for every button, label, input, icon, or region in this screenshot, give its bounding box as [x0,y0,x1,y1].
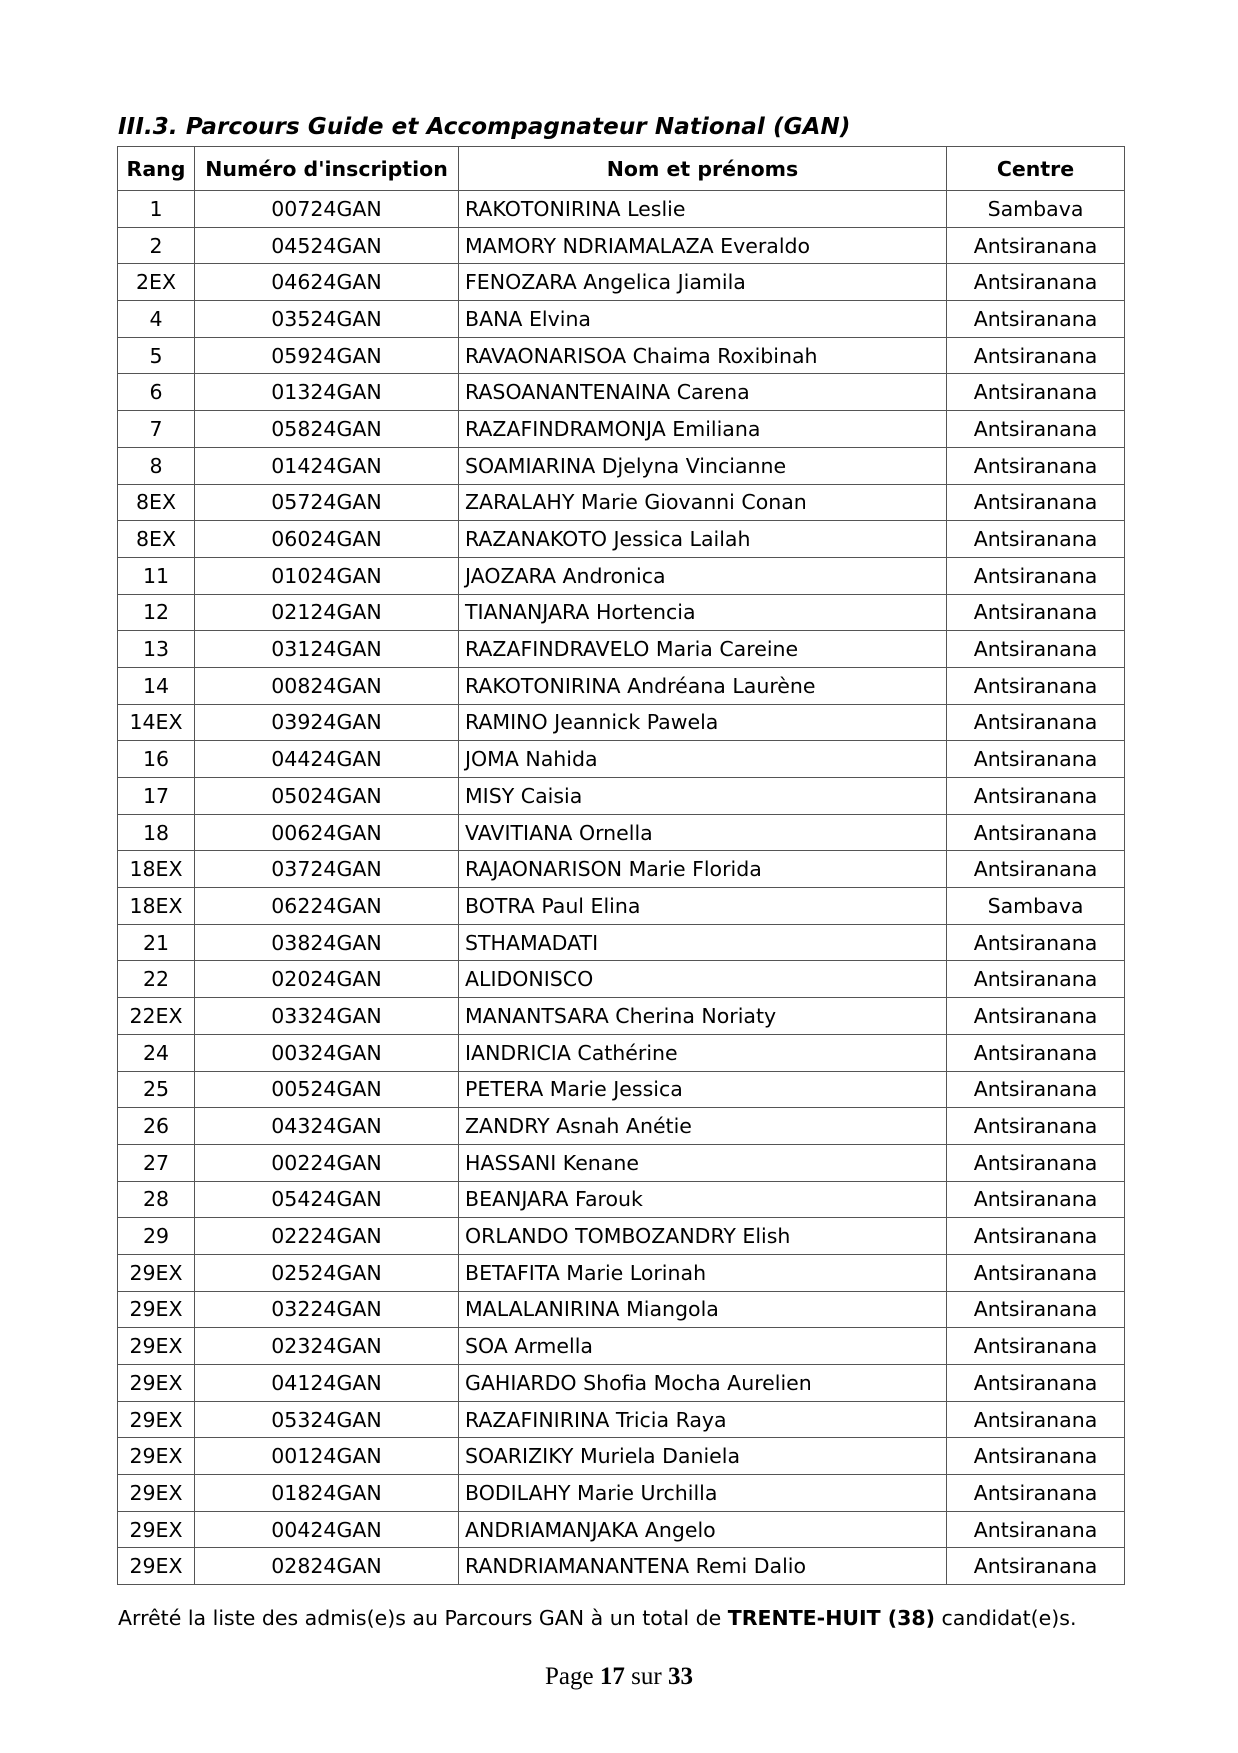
rang-cell: 29EX [118,1475,195,1512]
nom-prenoms-cell: MALALANIRINA Miangola [459,1291,947,1328]
rang-cell: 22 [118,961,195,998]
nom-prenoms-cell: BETAFITA Marie Lorinah [459,1254,947,1291]
table-row [118,1548,1125,1585]
header-centre: Centre [947,147,1125,191]
nom-prenoms-cell: STHAMADATI [459,924,947,961]
centre-cell: Antsiranana [947,924,1125,961]
table-row [118,998,1125,1035]
table-row [118,1475,1125,1512]
centre-cell: Sambava [947,191,1125,228]
numero-inscription-cell: 06224GAN [195,888,459,925]
numero-inscription-cell: 05424GAN [195,1181,459,1218]
numero-inscription-cell: 05024GAN [195,778,459,815]
admis-table [117,146,1125,1585]
nom-prenoms-cell: ORLANDO TOMBOZANDRY Elish [459,1218,947,1255]
table-row [118,1181,1125,1218]
centre-cell: Antsiranana [947,484,1125,521]
centre-cell: Antsiranana [947,1475,1125,1512]
footer-current-page: 17 [599,1663,625,1690]
rang-cell: 26 [118,1108,195,1145]
table-row [118,814,1125,851]
table-row [118,191,1125,228]
nom-prenoms-cell: RAKOTONIRINA Leslie [459,191,947,228]
numero-inscription-cell: 03124GAN [195,631,459,668]
rang-cell: 21 [118,924,195,961]
centre-cell: Antsiranana [947,301,1125,338]
nom-prenoms-cell: RAVAONARISOA Chaima Roxibinah [459,337,947,374]
summary-prefix: Arrêté la liste des admis(e)s au Parcours GAN à un total de [118,1606,728,1630]
numero-inscription-cell: 00524GAN [195,1071,459,1108]
centre-cell: Antsiranana [947,851,1125,888]
rang-cell: 6 [118,374,195,411]
table-row [118,924,1125,961]
nom-prenoms-cell: BEANJARA Farouk [459,1181,947,1218]
numero-inscription-cell: 00124GAN [195,1438,459,1475]
numero-inscription-cell: 03224GAN [195,1291,459,1328]
table-row [118,667,1125,704]
numero-inscription-cell: 04524GAN [195,227,459,264]
centre-cell: Antsiranana [947,1291,1125,1328]
centre-cell: Antsiranana [947,1511,1125,1548]
numero-inscription-cell: 02024GAN [195,961,459,998]
centre-cell: Antsiranana [947,1438,1125,1475]
nom-prenoms-cell: RAZANAKOTO Jessica Lailah [459,521,947,558]
rang-cell: 18 [118,814,195,851]
table-row [118,1401,1125,1438]
numero-inscription-cell: 00724GAN [195,191,459,228]
nom-prenoms-cell: RAMINO Jeannick Pawela [459,704,947,741]
table-row [118,1438,1125,1475]
centre-cell: Antsiranana [947,1108,1125,1145]
rang-cell: 28 [118,1181,195,1218]
table-row [118,1254,1125,1291]
numero-inscription-cell: 00424GAN [195,1511,459,1548]
rang-cell: 29EX [118,1291,195,1328]
nom-prenoms-cell: SOA Armella [459,1328,947,1365]
table-row [118,227,1125,264]
centre-cell: Antsiranana [947,741,1125,778]
rang-cell: 16 [118,741,195,778]
centre-cell: Antsiranana [947,631,1125,668]
centre-cell: Antsiranana [947,557,1125,594]
rang-cell: 29EX [118,1365,195,1402]
centre-cell: Antsiranana [947,1254,1125,1291]
rang-cell: 8EX [118,484,195,521]
centre-cell: Antsiranana [947,1181,1125,1218]
rang-cell: 29EX [118,1511,195,1548]
numero-inscription-cell: 02224GAN [195,1218,459,1255]
nom-prenoms-cell: IANDRICIA Cathérine [459,1034,947,1071]
centre-cell: Antsiranana [947,1328,1125,1365]
numero-inscription-cell: 02324GAN [195,1328,459,1365]
table-row [118,1034,1125,1071]
centre-cell: Antsiranana [947,521,1125,558]
table-row [118,1291,1125,1328]
rang-cell: 2EX [118,264,195,301]
nom-prenoms-cell: MISY Caisia [459,778,947,815]
rang-cell: 8 [118,447,195,484]
nom-prenoms-cell: VAVITIANA Ornella [459,814,947,851]
rang-cell: 11 [118,557,195,594]
nom-prenoms-cell: RAZAFINDRAVELO Maria Careine [459,631,947,668]
centre-cell: Antsiranana [947,1071,1125,1108]
rang-cell: 29EX [118,1328,195,1365]
table-header-row [118,147,1125,191]
centre-cell: Antsiranana [947,1144,1125,1181]
table-row [118,741,1125,778]
centre-cell: Antsiranana [947,1548,1125,1585]
numero-inscription-cell: 06024GAN [195,521,459,558]
footer-page-word: Page [545,1663,600,1690]
centre-cell: Antsiranana [947,264,1125,301]
table-row [118,337,1125,374]
table-body [118,191,1125,1585]
nom-prenoms-cell: BODILAHY Marie Urchilla [459,1475,947,1512]
nom-prenoms-cell: ZARALAHY Marie Giovanni Conan [459,484,947,521]
nom-prenoms-cell: SOAMIARINA Djelyna Vincianne [459,447,947,484]
rang-cell: 17 [118,778,195,815]
rang-cell: 29EX [118,1438,195,1475]
rang-cell: 1 [118,191,195,228]
rang-cell: 2 [118,227,195,264]
table-row [118,301,1125,338]
rang-cell: 22EX [118,998,195,1035]
nom-prenoms-cell: RASOANANTENAINA Carena [459,374,947,411]
centre-cell: Antsiranana [947,814,1125,851]
nom-prenoms-cell: HASSANI Kenane [459,1144,947,1181]
nom-prenoms-cell: FENOZARA Angelica Jiamila [459,264,947,301]
nom-prenoms-cell: ALIDONISCO [459,961,947,998]
centre-cell: Antsiranana [947,374,1125,411]
centre-cell: Antsiranana [947,1218,1125,1255]
table-row [118,1108,1125,1145]
numero-inscription-cell: 04424GAN [195,741,459,778]
nom-prenoms-cell: MAMORY NDRIAMALAZA Everaldo [459,227,947,264]
numero-inscription-cell: 00324GAN [195,1034,459,1071]
numero-inscription-cell: 02524GAN [195,1254,459,1291]
numero-inscription-cell: 04624GAN [195,264,459,301]
rang-cell: 29EX [118,1401,195,1438]
nom-prenoms-cell: RAZAFINIRINA Tricia Raya [459,1401,947,1438]
nom-prenoms-cell: TIANANJARA Hortencia [459,594,947,631]
numero-inscription-cell: 01424GAN [195,447,459,484]
section-title: III.3. Parcours Guide et Accompagnateur National (GAN) [118,114,851,140]
centre-cell: Antsiranana [947,1034,1125,1071]
centre-cell: Antsiranana [947,778,1125,815]
header-rang: Rang [118,147,195,191]
header-nom-prenoms: Nom et prénoms [459,147,947,191]
centre-cell: Antsiranana [947,447,1125,484]
numero-inscription-cell: 01824GAN [195,1475,459,1512]
nom-prenoms-cell: BOTRA Paul Elina [459,888,947,925]
nom-prenoms-cell: GAHIARDO Shofia Mocha Aurelien [459,1365,947,1402]
header-numero-inscription: Numéro d'inscription [195,147,459,191]
numero-inscription-cell: 00224GAN [195,1144,459,1181]
nom-prenoms-cell: BANA Elvina [459,301,947,338]
rang-cell: 14 [118,667,195,704]
numero-inscription-cell: 00624GAN [195,814,459,851]
table-row [118,1365,1125,1402]
numero-inscription-cell: 02124GAN [195,594,459,631]
table-row [118,888,1125,925]
nom-prenoms-cell: RANDRIAMANANTENA Remi Dalio [459,1548,947,1585]
table-row [118,447,1125,484]
rang-cell: 8EX [118,521,195,558]
footer-total-pages: 33 [667,1663,693,1690]
numero-inscription-cell: 04324GAN [195,1108,459,1145]
table-row [118,704,1125,741]
centre-cell: Antsiranana [947,667,1125,704]
centre-cell: Antsiranana [947,337,1125,374]
rang-cell: 13 [118,631,195,668]
rang-cell: 12 [118,594,195,631]
nom-prenoms-cell: PETERA Marie Jessica [459,1071,947,1108]
rang-cell: 29EX [118,1548,195,1585]
numero-inscription-cell: 01324GAN [195,374,459,411]
numero-inscription-cell: 03724GAN [195,851,459,888]
rang-cell: 14EX [118,704,195,741]
rang-cell: 18EX [118,851,195,888]
nom-prenoms-cell: SOARIZIKY Muriela Daniela [459,1438,947,1475]
nom-prenoms-cell: MANANTSARA Cherina Noriaty [459,998,947,1035]
nom-prenoms-cell: RAJAONARISON Marie Florida [459,851,947,888]
table-row [118,1071,1125,1108]
centre-cell: Antsiranana [947,1401,1125,1438]
numero-inscription-cell: 00824GAN [195,667,459,704]
table-row [118,264,1125,301]
rang-cell: 27 [118,1144,195,1181]
table-row [118,484,1125,521]
centre-cell: Antsiranana [947,227,1125,264]
table-row [118,521,1125,558]
numero-inscription-cell: 04124GAN [195,1365,459,1402]
summary-suffix: candidat(e)s. [935,1606,1077,1630]
numero-inscription-cell: 02824GAN [195,1548,459,1585]
rang-cell: 18EX [118,888,195,925]
table-row [118,851,1125,888]
nom-prenoms-cell: JOMA Nahida [459,741,947,778]
table-row [118,594,1125,631]
numero-inscription-cell: 05824GAN [195,411,459,448]
table-row [118,374,1125,411]
table-row [118,1328,1125,1365]
centre-cell: Antsiranana [947,594,1125,631]
centre-cell: Antsiranana [947,704,1125,741]
centre-cell: Antsiranana [947,998,1125,1035]
table-row [118,411,1125,448]
centre-cell: Antsiranana [947,961,1125,998]
nom-prenoms-cell: ANDRIAMANJAKA Angelo [459,1511,947,1548]
numero-inscription-cell: 05924GAN [195,337,459,374]
summary-total: TRENTE-HUIT (38) [727,1606,936,1630]
numero-inscription-cell: 03824GAN [195,924,459,961]
rang-cell: 29 [118,1218,195,1255]
numero-inscription-cell: 01024GAN [195,557,459,594]
table-row [118,778,1125,815]
rang-cell: 29EX [118,1254,195,1291]
numero-inscription-cell: 03324GAN [195,998,459,1035]
nom-prenoms-cell: RAZAFINDRAMONJA Emiliana [459,411,947,448]
nom-prenoms-cell: ZANDRY Asnah Anétie [459,1108,947,1145]
summary-line [118,1606,1076,1630]
centre-cell: Antsiranana [947,411,1125,448]
numero-inscription-cell: 05324GAN [195,1401,459,1438]
rang-cell: 24 [118,1034,195,1071]
numero-inscription-cell: 05724GAN [195,484,459,521]
table-row [118,631,1125,668]
numero-inscription-cell: 03524GAN [195,301,459,338]
table-row [118,1144,1125,1181]
nom-prenoms-cell: RAKOTONIRINA Andréana Laurène [459,667,947,704]
page-footer [0,1663,1238,1691]
table-row [118,1218,1125,1255]
table-row [118,1511,1125,1548]
numero-inscription-cell: 03924GAN [195,704,459,741]
rang-cell: 5 [118,337,195,374]
table-row [118,961,1125,998]
footer-of-word: sur [624,1663,668,1690]
centre-cell: Antsiranana [947,1365,1125,1402]
rang-cell: 25 [118,1071,195,1108]
table-row [118,557,1125,594]
nom-prenoms-cell: JAOZARA Andronica [459,557,947,594]
rang-cell: 7 [118,411,195,448]
rang-cell: 4 [118,301,195,338]
centre-cell: Sambava [947,888,1125,925]
